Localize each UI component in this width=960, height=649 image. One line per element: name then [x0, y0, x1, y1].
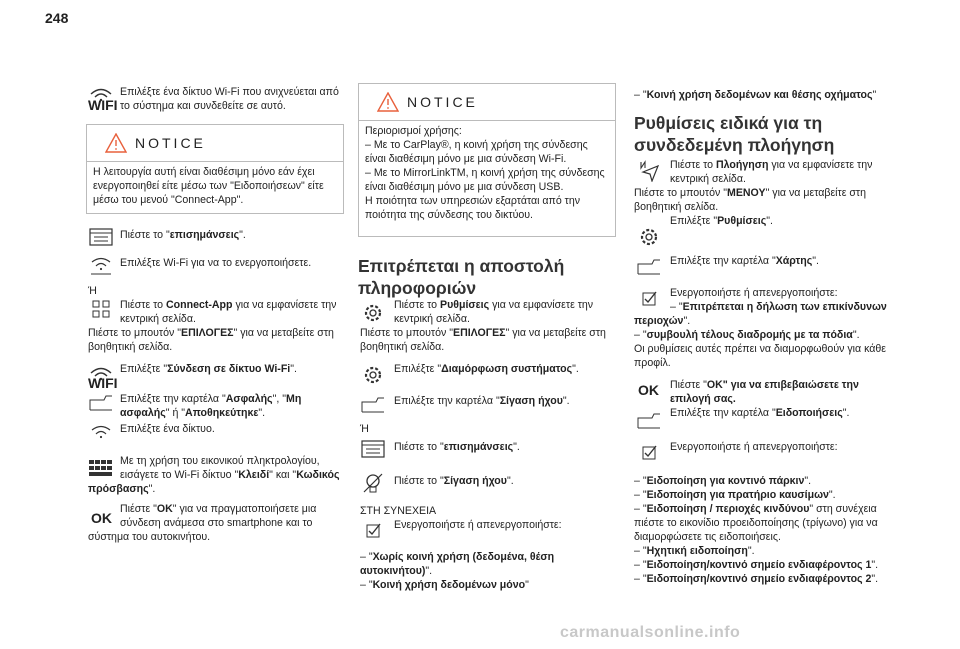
notice-title: NOTICE: [135, 135, 206, 151]
body-text: – "Κοινή χρήση δεδομένων μόνο": [360, 579, 529, 591]
notice-text: είναι διαθέσιμη μόνο με μια σύνδεση Wi-Fi.: [365, 153, 567, 165]
or-text: Ή: [360, 423, 369, 435]
body-text: – "Ειδοποίηση για κοντινό πάρκιν".: [634, 475, 812, 487]
body-text: – "Ειδοποίηση/κοντινό σημείο ενδιαφέροντος 1".: [634, 559, 879, 571]
settings-icon: [360, 364, 386, 386]
notice-text: είναι διαθέσιμη μόνο με μια σύνδεση USB.: [365, 181, 564, 193]
notice-text: ποιότητα της σύνδεσης του δικτύου.: [365, 209, 533, 221]
connect-app-icon: [88, 298, 114, 320]
body-text: ασφαλής" ή "Αποθηκεύτηκε".: [120, 407, 266, 419]
body-text: Ενεργοποιήστε ή απενεργοποιήστε:: [670, 287, 838, 299]
tab-icon: [360, 394, 386, 416]
body-text: Πιέστε το Ρυθμίσεις για να εμφανίσετε την: [394, 299, 594, 311]
body-text: – "Ηχητική ειδοποίηση".: [634, 545, 755, 557]
ok-icon: OK: [91, 510, 112, 526]
body-text: Πιέστε το "Σίγαση ήχου".: [394, 475, 514, 487]
notice-text: ενεργοποιηθεί είτε μέσω των "Ειδοποιήσεων" είτε: [93, 180, 324, 192]
wifi-label: WIFI: [88, 375, 118, 391]
body-text: βοηθητική σελίδα.: [360, 341, 445, 353]
page-number: 248: [45, 10, 69, 26]
checkbox-icon: [636, 288, 662, 310]
checkbox-icon: [360, 520, 386, 542]
body-text: επιλογή σας.: [670, 393, 736, 405]
body-text: – "Ειδοποίηση για πρατήριο καυσίμων".: [634, 489, 836, 501]
body-text: Πιέστε το μπουτόν "ΕΠΙΛΟΓΕΣ" για να μεταβείτε στη: [88, 327, 334, 339]
body-text: – "Κοινή χρήση δεδομένων και θέσης οχήματος": [634, 89, 877, 101]
notice-text: Περιορισμοί χρήσης:: [365, 125, 462, 137]
notice-text: – Με το MirrorLinkTM, η κοινή χρήση της σύνδεσης: [365, 167, 605, 179]
notice-header: [87, 125, 343, 162]
watermark: carmanualsonline.info: [560, 624, 741, 641]
notice-box: [86, 124, 344, 214]
notice-box: [358, 83, 616, 237]
notice-text: Η λειτουργία αυτή είναι διαθέσιμη μόνο εάν έχει: [93, 166, 315, 178]
ok-icon: OK: [638, 382, 659, 398]
body-text: αυτοκινήτου)".: [360, 565, 433, 577]
body-text: πρόσβασης".: [88, 483, 156, 495]
body-text: Πιέστε το Πλοήγηση για να εμφανίσετε την: [670, 159, 873, 171]
section-heading: Ρυθμίσεις ειδικά για τη: [634, 113, 823, 133]
wifi-label: WIFI: [88, 97, 118, 113]
body-text: Επιλέξτε ένα δίκτυο Wi-Fi που ανιχνεύεται από: [120, 86, 339, 98]
body-text: Πιέστε "OK" για να επιβεβαιώσετε την: [670, 379, 859, 391]
body-text: προφίλ.: [634, 357, 671, 369]
body-text: Επιλέξτε "Διαμόρφωση συστήματος".: [394, 363, 579, 375]
body-text: Επιλέξτε "Σύνδεση σε δίκτυο Wi-Fi".: [120, 363, 297, 375]
body-text: Επιλέξτε ένα δίκτυο.: [120, 423, 215, 435]
body-text: Πιέστε το Connect-App για να εμφανίσετε την: [120, 299, 337, 311]
body-text: Πιέστε το "επισημάνσεις".: [394, 441, 520, 453]
body-text: Πιέστε το μπουτόν "ΜΕΝΟΥ" για να μεταβείτε στη: [634, 187, 866, 199]
body-text: – "Ειδοποίηση / περιοχές κινδύνου" στη συνέχεια: [634, 503, 877, 515]
body-text: – "συμβουλή τέλους διαδρομής με τα πόδια".: [634, 329, 860, 341]
body-text: – "Χωρίς κοινή χρήση (δεδομένα, θέση: [360, 551, 555, 563]
mute-icon: [360, 472, 386, 494]
body-text: Με τη χρήση του εικονικού πληκτρολογίου,: [120, 455, 320, 467]
settings-icon: [360, 302, 386, 324]
section-heading: συνδεδεμένη πλοήγηση: [634, 135, 835, 155]
notice-title: NOTICE: [407, 94, 478, 110]
body-text: – "Ειδοποίηση/κοντινό σημείο ενδιαφέροντος 2".: [634, 573, 879, 585]
body-text: σύνδεση ανάμεσα στο smartphone και το: [120, 517, 313, 529]
body-text: Πιέστε "OK" για να πραγματοποιήσετε μια: [120, 503, 317, 515]
wifi-settings-icon: [88, 254, 114, 276]
body-text: Οι ρυθμίσεις αυτές πρέπει να διαμορφωθούν για κάθε: [634, 343, 886, 355]
body-text: Ενεργοποιήστε ή απενεργοποιήστε:: [670, 441, 838, 453]
wifi-network-icon: [88, 422, 114, 444]
keyboard-icon: [88, 456, 114, 478]
or-text: Ή: [88, 285, 97, 297]
body-text: πιέστε το εικονίδιο προειδοποίησης (τρίγωνο) για να: [634, 517, 878, 529]
section-heading: πληροφοριών: [358, 278, 477, 298]
tab-icon: [636, 256, 662, 278]
warning-icon: [377, 92, 399, 112]
body-text: Επιλέξτε "Ρυθμίσεις".: [670, 215, 773, 227]
notifications-icon: [360, 438, 386, 460]
notifications-icon: [88, 226, 114, 248]
warning-icon: [105, 133, 127, 153]
body-text: εισάγετε το Wi-Fi δίκτυο "Κλειδί" και "Κωδικός: [120, 469, 340, 481]
body-text: περιοχών".: [634, 315, 691, 327]
notice-text: Η ποιότητα των υπηρεσιών εξαρτάται από την: [365, 195, 581, 207]
notice-text: – Με το CarPlay®, η κοινή χρήση της σύνδεσης: [365, 139, 588, 151]
tab-icon: [636, 410, 662, 432]
body-text: Πιέστε το μπουτόν "ΕΠΙΛΟΓΕΣ" για να μεταβείτε στη: [360, 327, 606, 339]
body-text: Επιλέξτε την καρτέλα "Ειδοποιήσεις".: [670, 407, 850, 419]
body-text: Ενεργοποιήστε ή απενεργοποιήστε:: [394, 519, 562, 531]
tab-icon: [88, 392, 114, 414]
body-text: το σύστημα και συνδεθείτε σε αυτό.: [120, 100, 286, 112]
then-text: ΣΤΗ ΣΥΝΕΧΕΙΑ: [360, 505, 437, 517]
body-text: κεντρική σελίδα.: [670, 173, 746, 185]
section-heading: Επιτρέπεται η αποστολή: [358, 256, 565, 276]
settings-icon: [636, 226, 662, 248]
body-text: Επιλέξτε Wi-Fi για να το ενεργοποιήσετε.: [120, 257, 312, 269]
checkbox-icon: [636, 442, 662, 464]
body-text: κεντρική σελίδα.: [120, 313, 196, 325]
body-text: βοηθητική σελίδα.: [634, 201, 719, 213]
notice-header: [359, 84, 615, 121]
notice-text: μέσω του μενού "Connect-App".: [93, 194, 244, 206]
body-text: Επιλέξτε την καρτέλα "Χάρτης".: [670, 255, 819, 267]
body-text: Πιέστε το "επισημάνσεις".: [120, 229, 246, 241]
body-text: σύστημα του αυτοκινήτου.: [88, 531, 211, 543]
body-text: Επιλέξτε την καρτέλα "Ασφαλής", "Μη: [120, 393, 302, 405]
body-text: Επιλέξτε την καρτέλα "Σίγαση ήχου".: [394, 395, 570, 407]
body-text: κεντρική σελίδα.: [394, 313, 470, 325]
body-text: – "Επιτρέπεται η δήλωση των επικίνδυνων: [670, 301, 887, 313]
body-text: βοηθητική σελίδα.: [88, 341, 173, 353]
navigation-icon: [636, 160, 662, 182]
body-text: διαμορφώσετε τις ειδοποιήσεις.: [634, 531, 781, 543]
